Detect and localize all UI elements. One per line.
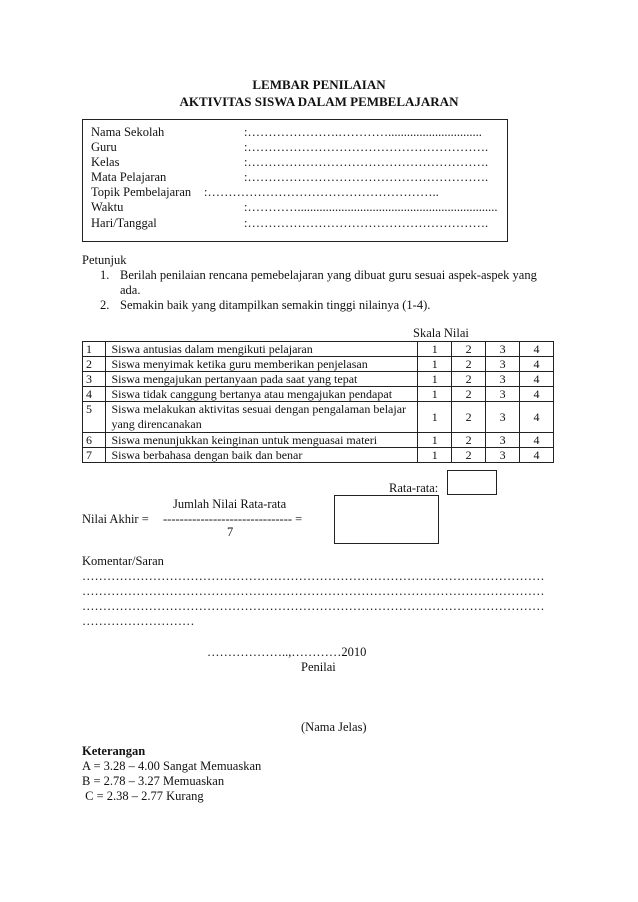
row-number: 6: [83, 433, 106, 448]
legend-item: A = 3.28 – 4.00 Sangat Memuaskan: [82, 759, 262, 773]
legend-item: B = 2.78 – 3.27 Memuaskan: [82, 774, 225, 788]
row-criterion: Siswa antusias dalam mengikuti pelajaran: [106, 342, 418, 357]
comment-line[interactable]: ………………………: [82, 614, 195, 628]
score-option[interactable]: 1: [418, 372, 452, 387]
score-option[interactable]: 4: [520, 342, 554, 357]
row-criterion: Siswa menunjukkan keinginan untuk menguasai materi: [106, 433, 418, 448]
legend-heading: Keterangan: [82, 744, 146, 758]
field-value-date[interactable]: :………………………………………………….: [244, 216, 489, 230]
field-value-class[interactable]: :………………………………………………….: [244, 155, 489, 169]
score-option[interactable]: 2: [452, 387, 486, 402]
score-option[interactable]: 3: [486, 387, 520, 402]
score-option[interactable]: 4: [520, 448, 554, 463]
row-criterion: Siswa menyimak ketika guru memberikan penjelasan: [106, 357, 418, 372]
row-number: 1: [83, 342, 106, 357]
score-option[interactable]: 2: [452, 433, 486, 448]
score-option[interactable]: 1: [418, 448, 452, 463]
score-option[interactable]: 3: [486, 402, 520, 433]
score-option[interactable]: 4: [520, 387, 554, 402]
signature-name: (Nama Jelas): [301, 720, 367, 734]
instruction-2-number: 2.: [100, 298, 110, 312]
final-score-denominator: 7: [227, 525, 234, 539]
table-row: [83, 357, 554, 372]
instruction-1-text: Berilah penilaian rencana pemebelajaran yang dibuat guru sesuai aspek-aspek yang: [120, 268, 537, 282]
table-row: [83, 372, 554, 387]
row-number: 4: [83, 387, 106, 402]
row-criterion: Siswa berbahasa dengan baik dan benar: [106, 448, 418, 463]
score-option[interactable]: 1: [418, 357, 452, 372]
comment-line[interactable]: …………………………………………………………………………………………………: [82, 584, 545, 598]
scale-label: Skala Nilai: [413, 326, 469, 340]
field-label-teacher: Guru: [91, 140, 117, 154]
field-value-school[interactable]: :………………….…………..............................: [244, 125, 482, 139]
score-option[interactable]: 3: [486, 342, 520, 357]
average-box[interactable]: [447, 470, 497, 495]
field-label-class: Kelas: [91, 155, 120, 169]
signature-role: Penilai: [301, 660, 336, 674]
score-option[interactable]: 3: [486, 372, 520, 387]
score-option[interactable]: 4: [520, 357, 554, 372]
field-label-topic: Topik Pembelajaran: [91, 185, 192, 199]
score-option[interactable]: 2: [452, 357, 486, 372]
field-label-school: Nama Sekolah: [91, 125, 165, 139]
field-label-date: Hari/Tanggal: [91, 216, 157, 230]
row-criterion: Siswa tidak canggung bertanya atau mengajukan pendapat: [106, 387, 418, 402]
instruction-1-text-cont: ada.: [120, 283, 141, 297]
score-option[interactable]: 3: [486, 433, 520, 448]
average-label: Rata-rata:: [389, 481, 439, 495]
rating-table: [82, 341, 554, 463]
row-criterion: Siswa melakukan aktivitas sesuai dengan pengalaman belajar yang direncanakan: [106, 402, 418, 433]
row-number: 2: [83, 357, 106, 372]
score-option[interactable]: 2: [452, 342, 486, 357]
page-title: LEMBAR PENILAIAN: [252, 77, 386, 92]
score-option[interactable]: 2: [452, 448, 486, 463]
table-row: [83, 448, 554, 463]
final-score-fraction-line: ------------------------------- =: [163, 512, 303, 526]
final-score-numerator: Jumlah Nilai Rata-rata: [173, 497, 287, 511]
row-number: 5: [83, 402, 106, 433]
instruction-1-number: 1.: [100, 268, 110, 282]
score-option[interactable]: 3: [486, 448, 520, 463]
instruction-2-text: Semakin baik yang ditampilkan semakin tinggi nilainya (1-4).: [120, 298, 431, 312]
table-row: [83, 342, 554, 357]
score-option[interactable]: 4: [520, 372, 554, 387]
page-subtitle: AKTIVITAS SISWA DALAM PEMBELAJARAN: [179, 94, 459, 109]
comment-line[interactable]: …………………………………………………………………………………………………: [82, 569, 545, 583]
score-option[interactable]: 1: [418, 387, 452, 402]
field-value-subject[interactable]: :………………………………………………….: [244, 170, 489, 184]
table-row: [83, 402, 554, 433]
field-label-time: Waktu: [91, 200, 124, 214]
score-option[interactable]: 4: [520, 402, 554, 433]
legend-item: C = 2.38 – 2.77 Kurang: [82, 789, 204, 803]
row-criterion: Siswa mengajukan pertanyaan pada saat yang tepat: [106, 372, 418, 387]
score-option[interactable]: 1: [418, 402, 452, 433]
table-row: [83, 387, 554, 402]
row-number: 7: [83, 448, 106, 463]
field-value-topic[interactable]: :………………………………………………..: [204, 185, 439, 199]
signature-place-date[interactable]: ………………..,…………2010: [207, 645, 367, 659]
field-value-time[interactable]: :…………................................................................: [244, 200, 498, 214]
score-option[interactable]: 2: [452, 372, 486, 387]
score-option[interactable]: 3: [486, 357, 520, 372]
score-option[interactable]: 2: [452, 402, 486, 433]
final-score-box[interactable]: [334, 495, 439, 544]
score-option[interactable]: 1: [418, 342, 452, 357]
field-label-subject: Mata Pelajaran: [91, 170, 167, 184]
row-number: 3: [83, 372, 106, 387]
field-value-teacher[interactable]: :………………………………………………….: [244, 140, 489, 154]
score-option[interactable]: 1: [418, 433, 452, 448]
comments-heading: Komentar/Saran: [82, 554, 164, 568]
final-score-label: Nilai Akhir =: [82, 512, 149, 526]
table-row: [83, 433, 554, 448]
instructions-heading: Petunjuk: [82, 253, 127, 267]
comment-line[interactable]: …………………………………………………………………………………………………: [82, 599, 545, 613]
score-option[interactable]: 4: [520, 433, 554, 448]
